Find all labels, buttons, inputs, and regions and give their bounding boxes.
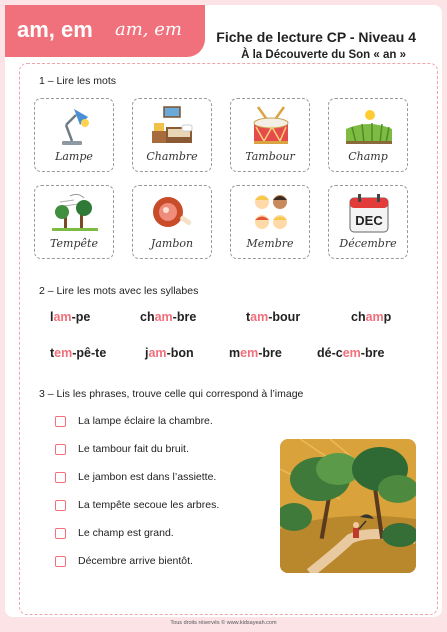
word-label: Champ (348, 150, 388, 163)
word-card-tambour (230, 98, 310, 172)
syllable-word: jam-bon (145, 346, 194, 360)
checkbox[interactable] (55, 556, 66, 567)
family-icon (246, 192, 296, 234)
section-3-heading: 3 – Lis les phrases, trouve celle qui correspond à l’image (39, 388, 304, 400)
sentence-option[interactable]: La lampe éclaire la chambre. (55, 415, 213, 427)
word-label: Chambre (146, 150, 198, 163)
checkbox[interactable] (55, 444, 66, 455)
syllable-word: mem-bre (229, 346, 282, 360)
tab-cursive-title: am, em (115, 19, 182, 40)
word-card-champ (328, 98, 408, 172)
lamp-icon (50, 105, 100, 147)
word-card-membre (230, 185, 310, 259)
word-card-decembre (328, 185, 408, 259)
word-label: Décembre (339, 237, 397, 250)
field-icon (344, 105, 394, 147)
calendar-month-text: DEC (355, 213, 383, 228)
word-card-lampe (34, 98, 114, 172)
syllable-word: lam-pe (50, 310, 91, 324)
checkbox[interactable] (55, 528, 66, 539)
word-card-tempete (34, 185, 114, 259)
calendar-icon (344, 192, 394, 234)
storm-icon (50, 192, 100, 234)
sentence-option[interactable]: Le champ est grand. (55, 527, 174, 539)
sentence-option[interactable]: Le tambour fait du bruit. (55, 443, 189, 455)
word-label: Tempête (50, 237, 98, 250)
word-label: Lampe (55, 150, 93, 163)
footer-copyright: Tous droits réservés © www.kidsayeah.com (170, 620, 277, 626)
ham-icon (148, 192, 198, 234)
worksheet-page (5, 5, 442, 617)
page-subtitle: À la Découverte du Son « an » (241, 49, 406, 61)
syllable-word: dé-cem-bre (317, 346, 385, 360)
drum-icon (246, 105, 296, 147)
checkbox[interactable] (55, 416, 66, 427)
page-title: Fiche de lecture CP - Niveau 4 (216, 29, 416, 45)
syllable-word: cham-bre (140, 310, 197, 324)
bedroom-icon (148, 105, 198, 147)
sentence-option[interactable]: Décembre arrive bientôt. (55, 555, 193, 567)
header-tab (5, 5, 205, 57)
word-label: Tambour (245, 150, 295, 163)
syllable-word: tem-pê-te (50, 346, 107, 360)
word-label: Membre (246, 237, 294, 250)
sentence-option[interactable]: La tempête secoue les arbres. (55, 499, 219, 511)
section-1-heading: 1 – Lire les mots (39, 75, 117, 87)
word-card-chambre (132, 98, 212, 172)
section-2-heading: 2 – Lire les mots avec les syllabes (39, 285, 199, 297)
tab-title: am, em (17, 17, 93, 42)
storm-illustration (280, 439, 416, 573)
sentence-option[interactable]: Le jambon est dans l’assiette. (55, 471, 216, 483)
word-label: Jambon (150, 237, 194, 250)
checkbox[interactable] (55, 500, 66, 511)
checkbox[interactable] (55, 472, 66, 483)
syllable-word: tam-bour (246, 310, 301, 324)
word-card-jambon (132, 185, 212, 259)
syllable-word: champ (351, 310, 392, 324)
